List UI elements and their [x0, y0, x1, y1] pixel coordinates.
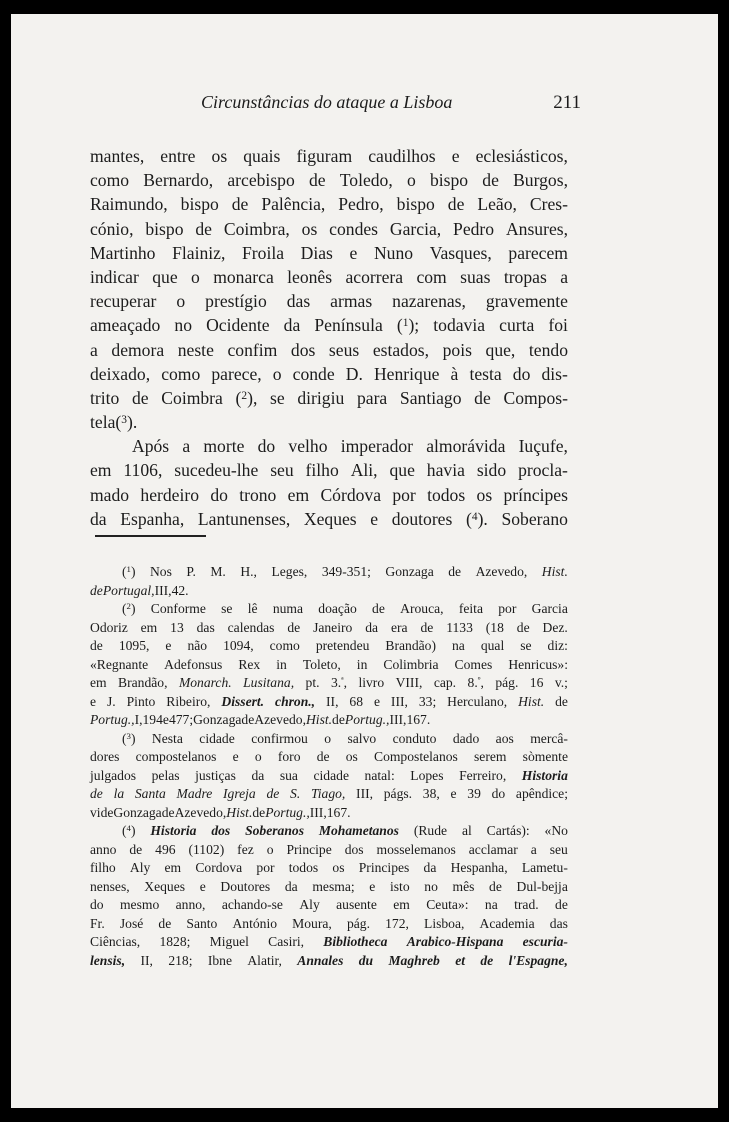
body-line: Após a morte do velho imperador almorávida Iuçufe, [132, 436, 568, 457]
footnote-line: de Portugal, III, 42. [90, 582, 189, 598]
footnote-line: de la Santa Madre Igreja de S. Tiago, III, págs. 38, e 39 do apêndice; [90, 786, 568, 801]
footnote-line: filho Aly em Cordova por todos os Principes da Hespanha, Lametu- [90, 860, 568, 875]
footnote-line: ($^4$) Historia dos Soberanos Mohametanos (Rude al Cartás): «No [122, 823, 568, 838]
body-text [90, 144, 568, 531]
footnote-line: de 1095, e não 1094, como pretendeu Brandão) na qual se diz: [90, 638, 568, 653]
body-line: ameaçado no Ocidente da Península ($^1$); todavia curta foi [90, 315, 568, 336]
footnote-line: Odoriz em 13 das calendas de Janeiro da era de 1133 (18 de Dez. [90, 619, 568, 635]
body-line: em 1106, sucedeu-lhe seu filho Ali, que havia sido procla- [90, 460, 568, 481]
body-line: mado herdeiro do trono em Córdova por todos os príncipes [90, 484, 568, 505]
footnote-line: lensis, II, 218; Ibne Alatir, Annales du Maghreb et de l'Espagne, [90, 952, 568, 968]
body-line: a demora neste confim dos seus estados, pois que, tendo [90, 339, 568, 360]
body-line: trito de Coimbra ($^2$), se dirigiu para Santiago de Compos- [90, 387, 568, 408]
page-number: 211 [553, 92, 581, 113]
body-line: deixado, como parece, o conde D. Henrique à testa do dis- [90, 363, 568, 384]
body-line: recuperar o prestígio das armas nazarenas, gravemente [90, 291, 568, 312]
footnote-line: anno de 496 (1102) fez o Principe dos mosselemanos acclamar a seu [90, 841, 568, 857]
footnotes [90, 563, 568, 970]
footnote-line: Portug., I, 194 e 477; Gonzaga de Azevedo, Hist. de Portug., III, 167. [90, 712, 431, 727]
footnote-line: dores compostelanos e o foro de os Compostelanos serem sòmente [90, 749, 568, 764]
body-line: Martinho Flainiz, Froila Dias e Nuno Vasques, parecem [90, 242, 568, 263]
body-line: mantes, entre os quais figuram caudilhos e eclesiásticos, [90, 146, 568, 166]
footnote-line: ($^2$) Conforme se lê numa doação de Arouca, feita por Garcia [122, 601, 568, 616]
footnote-line: do mesmo anno, achando-se Aly ausente em Ceuta»: na trad. de [90, 897, 568, 912]
book-page [11, 14, 718, 1108]
footnote-line: Ciências, 1828; Miguel Casiri, Bibliotheca Arabico-Hispana escuria- [90, 934, 568, 949]
body-line: cónio, bispo de Coimbra, os condes Garcia, Pedro Ansures, [90, 218, 568, 239]
footnote-line: ($^1$) Nos P. M. H., Leges, 349-351; Gonzaga de Azevedo, Hist. [122, 564, 568, 579]
body-line: Raimundo, bispo de Palência, Pedro, bispo de Leão, Cres- [90, 194, 568, 215]
footnote-line: «Regnante Adefonsus Rex in Toleto, in Colimbria Comes Henricus»: [90, 656, 568, 672]
body-line: tela ($^3$). [90, 412, 138, 433]
footnote-line: Fr. José de Santo António Moura, pág. 172, Lisboa, Academia das [90, 915, 568, 931]
running-head [201, 92, 581, 118]
footnote-line: vide Gonzaga de Azevedo, Hist. de Portug., III, 167. [90, 804, 351, 820]
body-line: da Espanha, Lantunenses, Xeques e doutores ($^4$). Soberano [90, 508, 568, 529]
running-title: Circunstâncias do ataque a Lisboa [201, 92, 453, 112]
body-line: como Bernardo, arcebispo de Toledo, o bispo de Burgos, [90, 170, 568, 191]
footnote-line: nenses, Xeques e Doutores da mesma; e isto no mês de Dul-bejja [90, 878, 568, 894]
footnote-line: e J. Pinto Ribeiro, Dissert. chron., II, 68 e III, 33; Herculano, Hist. de [90, 693, 568, 709]
footnote-line: ($^3$) Nesta cidade confirmou o salvo conduto dado aos mercâ- [122, 730, 568, 746]
footnote-line: julgados pelas justiças da sua cidade natal: Lopes Ferreiro, Historia [90, 767, 568, 783]
body-line: indicar que o monarca leonês acorrera com suas tropas a [90, 266, 568, 287]
footnote-line: em Brandão, Monarch. Lusitana, pt. 3.$^ª$, livro VIII, cap. 8.$^º$, pág. 16 v.; [90, 675, 568, 690]
footnote-rule [95, 535, 206, 537]
